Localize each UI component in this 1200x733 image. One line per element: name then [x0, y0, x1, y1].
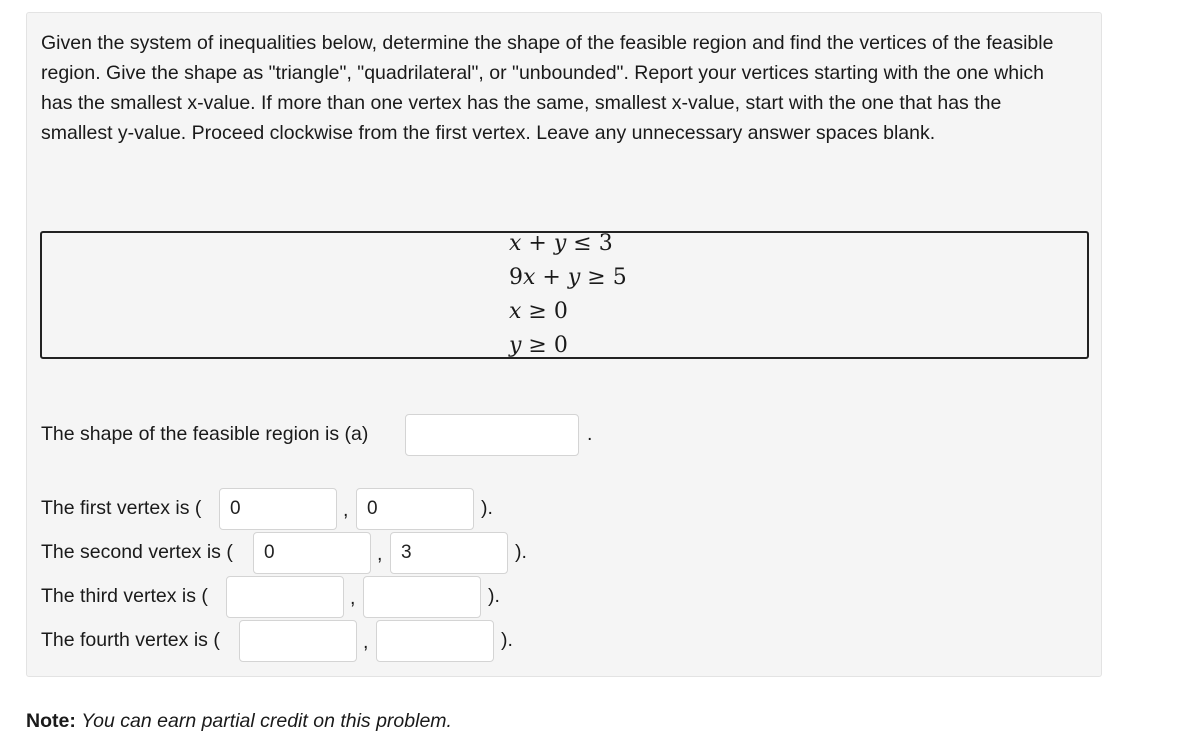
inequality-system [40, 231, 1089, 359]
vertex-2-close: ). [515, 541, 527, 563]
vertex-1-label: The first vertex is ( [41, 497, 202, 519]
note-text: You can earn partial credit on this problem. [81, 710, 452, 732]
shape-input[interactable] [405, 414, 579, 456]
vertex-3-y-input[interactable] [363, 576, 481, 618]
vertex-3-comma: , [350, 587, 356, 609]
vertex-4-x-input[interactable] [239, 620, 357, 662]
vertex-1-comma: , [343, 499, 349, 521]
vertex-2-x-input[interactable] [253, 532, 371, 574]
vertex-1-close: ). [481, 497, 493, 519]
inequality-4: y ≥ 0 [509, 333, 568, 358]
shape-period: . [587, 423, 593, 445]
vertex-4-close: ). [501, 629, 513, 651]
inequality-2: 9x + y ≥ 5 [509, 265, 627, 290]
vertex-1-y-input[interactable] [356, 488, 474, 530]
vertex-2-label: The second vertex is ( [41, 541, 233, 563]
problem-container [26, 12, 1102, 677]
partial-credit-note [26, 710, 452, 733]
vertex-4-label: The fourth vertex is ( [41, 629, 220, 651]
vertex-2-y-input[interactable] [390, 532, 508, 574]
vertex-3-close: ). [488, 585, 500, 607]
inequality-1: x + y ≤ 3 [509, 231, 613, 256]
vertex-4-comma: , [363, 631, 369, 653]
shape-label: The shape of the feasible region is (a) [41, 423, 369, 445]
vertex-3-label: The third vertex is ( [41, 585, 208, 607]
vertex-4-y-input[interactable] [376, 620, 494, 662]
vertex-3-x-input[interactable] [226, 576, 344, 618]
vertex-1-x-input[interactable] [219, 488, 337, 530]
note-label: Note: [26, 710, 76, 732]
inequality-3: x ≥ 0 [509, 299, 568, 324]
vertex-2-comma: , [377, 543, 383, 565]
problem-prompt: Given the system of inequalities below, determine the shape of the feasible region and find the vertices of the feasible region. Give the shape as "triangle", "quadrilateral", or "unbounded". Report your vertices starting with the one which has the smallest x-value. If more than one vertex has the same, smallest x-value, start with the one that has the smallest y-value. Proceed clockwise from the first vertex. Leave any unnecessary answer spaces blank. [41, 32, 1054, 144]
